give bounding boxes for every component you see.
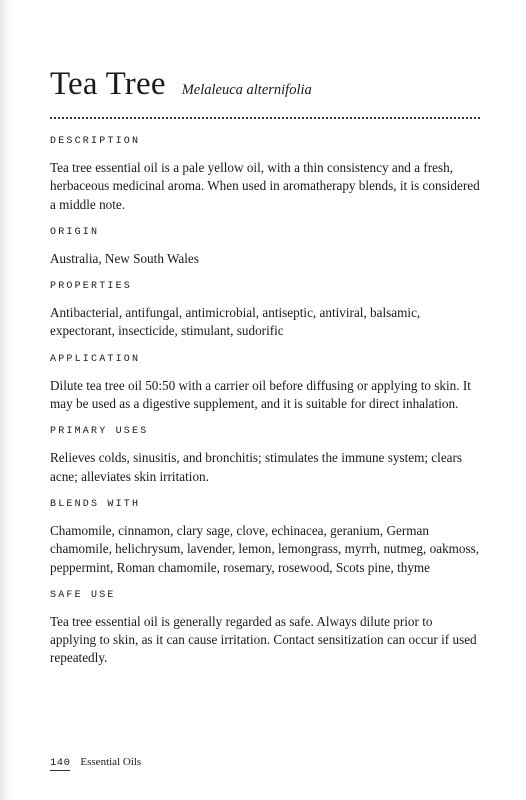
page-footer — [50, 756, 141, 771]
section-label: SAFE USE — [50, 589, 116, 601]
section-label: ORIGIN — [50, 226, 100, 238]
entry-header — [50, 68, 480, 101]
section-body: Chamomile, cinnamon, clary sage, clove, echinacea, geranium, German chamomile, helichrysum, lavender, lemon, lemongrass, myrrh, nutmeg, oakmoss, peppermint, Roman chamomile, rosemary, rosewood, Scots pine, thyme — [50, 522, 480, 575]
dotted-divider — [50, 117, 480, 119]
page-number: 140 — [50, 757, 71, 769]
entry-content — [50, 135, 480, 680]
section-application — [50, 353, 480, 414]
section-safe-use — [50, 589, 480, 668]
section-blends-with — [50, 498, 480, 577]
page-edge-shadow — [0, 0, 10, 800]
section-properties — [50, 280, 480, 341]
section-label: PROPERTIES — [50, 281, 133, 293]
section-description — [50, 135, 480, 214]
section-body: Relieves colds, sinusitis, and bronchitis; stimulates the immune system; clears acne; alleviates skin irritation. — [50, 450, 463, 484]
section-label: PRIMARY USES — [50, 426, 149, 438]
section-origin — [50, 226, 480, 268]
section-label: APPLICATION — [50, 353, 141, 365]
section-body: Tea tree essential oil is generally regarded as safe. Always dilute prior to applying to skin, as it can cause irritation. Contact sensitization can occur if used repeatedly. — [50, 613, 477, 666]
section-body: Tea tree essential oil is a pale yellow oil, with a thin consistency and a fresh, herbaceous medicinal aroma. When used in aromatherapy blends, it is considered a middle note. — [50, 160, 480, 212]
section-label: BLENDS WITH — [50, 498, 141, 510]
section-body: Australia, New South Wales — [50, 250, 199, 266]
latin-name: Melaleuca alternifolia — [181, 82, 312, 98]
running-book-title: Essential Oils — [80, 756, 142, 768]
section-label: DESCRIPTION — [50, 136, 141, 147]
section-body: Dilute tea tree oil 50:50 with a carrier oil before diffusing or applying to skin. It may be used as a digestive supplement, and it is suitable for direct inhalation. — [50, 377, 471, 412]
section-primary-uses — [50, 425, 480, 486]
section-body: Antibacterial, antifungal, antimicrobial, antiseptic, antiviral, balsamic, expectorant, insecticide, stimulant, sudorific — [50, 305, 421, 339]
entry-title: Tea Tree — [50, 66, 166, 102]
